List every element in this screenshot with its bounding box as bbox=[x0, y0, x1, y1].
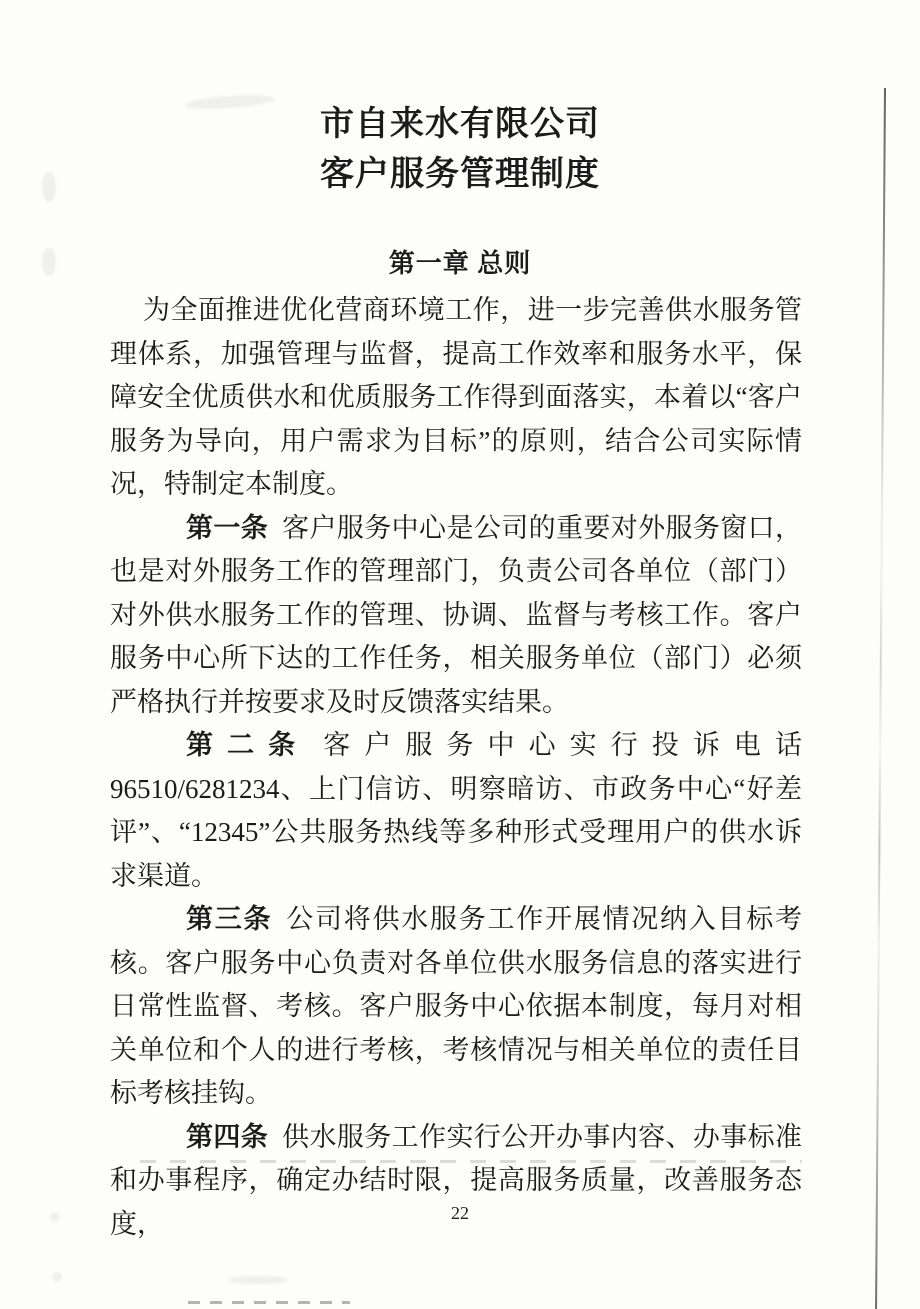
chapter-heading: 第一章 总则 bbox=[388, 249, 532, 278]
page-number: 22 bbox=[451, 1203, 469, 1223]
scan-smudge-artifact bbox=[50, 1212, 60, 1222]
scan-smudge-artifact bbox=[52, 1272, 62, 1282]
scan-smudge-artifact bbox=[228, 1276, 288, 1284]
scan-smudge-artifact bbox=[42, 248, 56, 276]
document-title-line2: 客户服务管理制度 bbox=[320, 156, 600, 193]
document-title-line1: 市自来水有限公司 bbox=[320, 106, 600, 143]
article-paragraph-2 bbox=[110, 724, 802, 898]
article-text: 客户服务中心是公司的重要对外服务窗口，也是对外服务工作的管理部门，负责公司各单位（部门）对外供水服务工作的管理、协调、监督与考核工作。客户服务中心所下达的工作任务，相关服务单位（部门）必须严格执行并按要求及时反馈落实结果。 bbox=[110, 512, 803, 717]
article-number: 第三条 bbox=[186, 904, 273, 934]
document-title bbox=[0, 100, 920, 200]
article-text: 公司将供水服务工作开展情况纳入目标考核。客户服务中心负责对各单位供水服务信息的落实进行日常性监督、考核。客户服务中心依据本制度，每月对相关单位和个人的进行考核，考核情况与相关单位的责任目标考核挂钩。 bbox=[110, 904, 802, 1108]
scan-smudge-artifact bbox=[42, 172, 56, 202]
scan-ghost-text-artifact bbox=[140, 1160, 802, 1163]
article-number: 第二条 bbox=[186, 730, 310, 760]
scan-cutoff-text-artifact bbox=[188, 1301, 350, 1304]
article-text: 供水服务工作实行公开办事内容、办事标准和办事程序，确定办结时限，提高服务质量，改善服务态度， bbox=[110, 1121, 803, 1239]
article-text: 客户服务中心实行投诉电话 96510/6281234、上门信访、明察暗访、市政务中心“好差评”、“12345”公共服务热线等多种形式受理用户的供水诉求渠道。 bbox=[110, 730, 803, 891]
article-number: 第一条 bbox=[186, 512, 269, 543]
intro-paragraph: 为全面推进优化营商环境工作，进一步完善供水服务管理体系，加强管理与监督，提高工作效率和服务水平，保障安全优质供水和优质服务工作得到面落实，本着以“客户服务为导向，用户需求为目标”的原则，结合公司实际情况，特制定本制度。 bbox=[110, 295, 802, 499]
article-paragraph-1 bbox=[110, 507, 802, 725]
article-paragraph-3 bbox=[110, 898, 802, 1116]
article-paragraph-4 bbox=[110, 1116, 802, 1247]
document-body bbox=[110, 289, 802, 1246]
article-number: 第四条 bbox=[186, 1121, 269, 1152]
